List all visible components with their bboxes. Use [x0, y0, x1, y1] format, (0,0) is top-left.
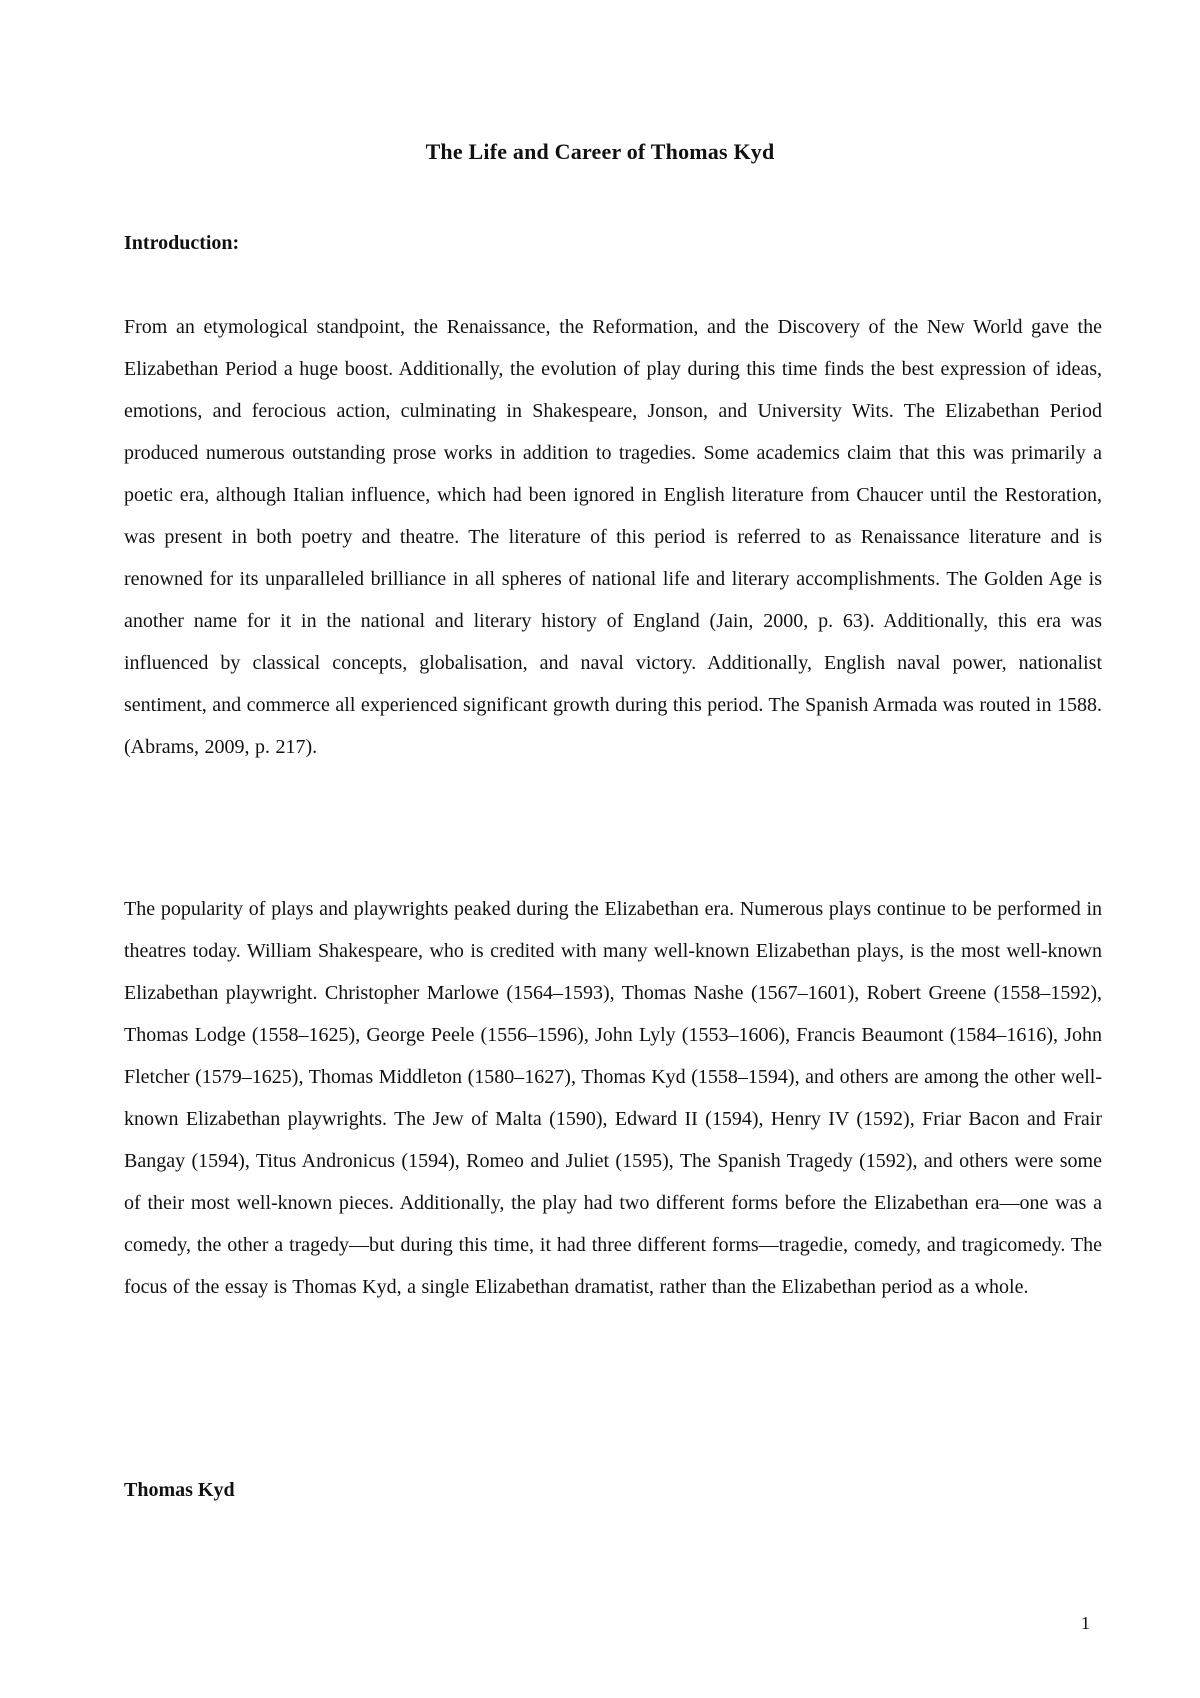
document-title: The Life and Career of Thomas Kyd — [425, 139, 775, 164]
paragraph-introduction: From an etymological standpoint, the Renaissance, the Reformation, and the Discovery of the New World gave the Elizabethan Period a huge boost. Additionally, the evolution of play during this time finds the best expression of ideas, emotions, and ferocious action, culminating in Shakespeare, Jonson, and University Wits. The Elizabethan Period produced numerous outstanding prose works in addition to tragedies. Some academics claim that this was primarily a poetic era, although Italian influence, which had been ignored in English literature from Chaucer until the Restoration, was present in both poetry and theatre. The literature of this period is referred to as Renaissance literature and is renowned for its unparalleled brilliance in all spheres of national life and literary accomplishments. The Golden Age is another name for it in the national and literary history of England (Jain, 2000, p. 63). Additionally, this era was influenced by classical concepts, globalisation, and naval victory. Additionally, English naval power, nationalist sentiment, and commerce all experienced significant growth during this period. The Spanish Armada was routed in 1588. (Abrams, 2009, p. 217). — [124, 316, 1102, 758]
introduction-heading: Introduction: — [124, 232, 240, 254]
section-heading-thomas-kyd: Thomas Kyd — [124, 1479, 235, 1501]
page-number: 1 — [1081, 1613, 1090, 1633]
paragraph-playwrights: The popularity of plays and playwrights peaked during the Elizabethan era. Numerous plays continue to be performed in theatres today. William Shakespeare, who is credited with many well-known Elizabethan plays, is the most well-known Elizabethan playwright. Christopher Marlowe (1564–1593), Thomas Nashe (1567–1601), Robert Greene (1558–1592), Thomas Lodge (1558–1625), George Peele (1556–1596), John Lyly (1553–1606), Francis Beaumont (1584–1616), John Fletcher (1579–1625), Thomas Middleton (1580–1627), Thomas Kyd (1558–1594), and others are among the other well-known Elizabethan playwrights. The Jew of Malta (1590), Edward II (1594), Henry IV (1592), Friar Bacon and Frair Bangay (1594), Titus Andronicus (1594), Romeo and Juliet (1595), The Spanish Tragedy (1592), and others were some of their most well-known pieces. Additionally, the play had two different forms before the Elizabethan era—one was a comedy, the other a tragedy—but during this time, it had three different forms—tragedie, comedy, and tragicomedy. The focus of the essay is Thomas Kyd, a single Elizabethan dramatist, rather than the Elizabethan period as a whole. — [124, 898, 1102, 1298]
